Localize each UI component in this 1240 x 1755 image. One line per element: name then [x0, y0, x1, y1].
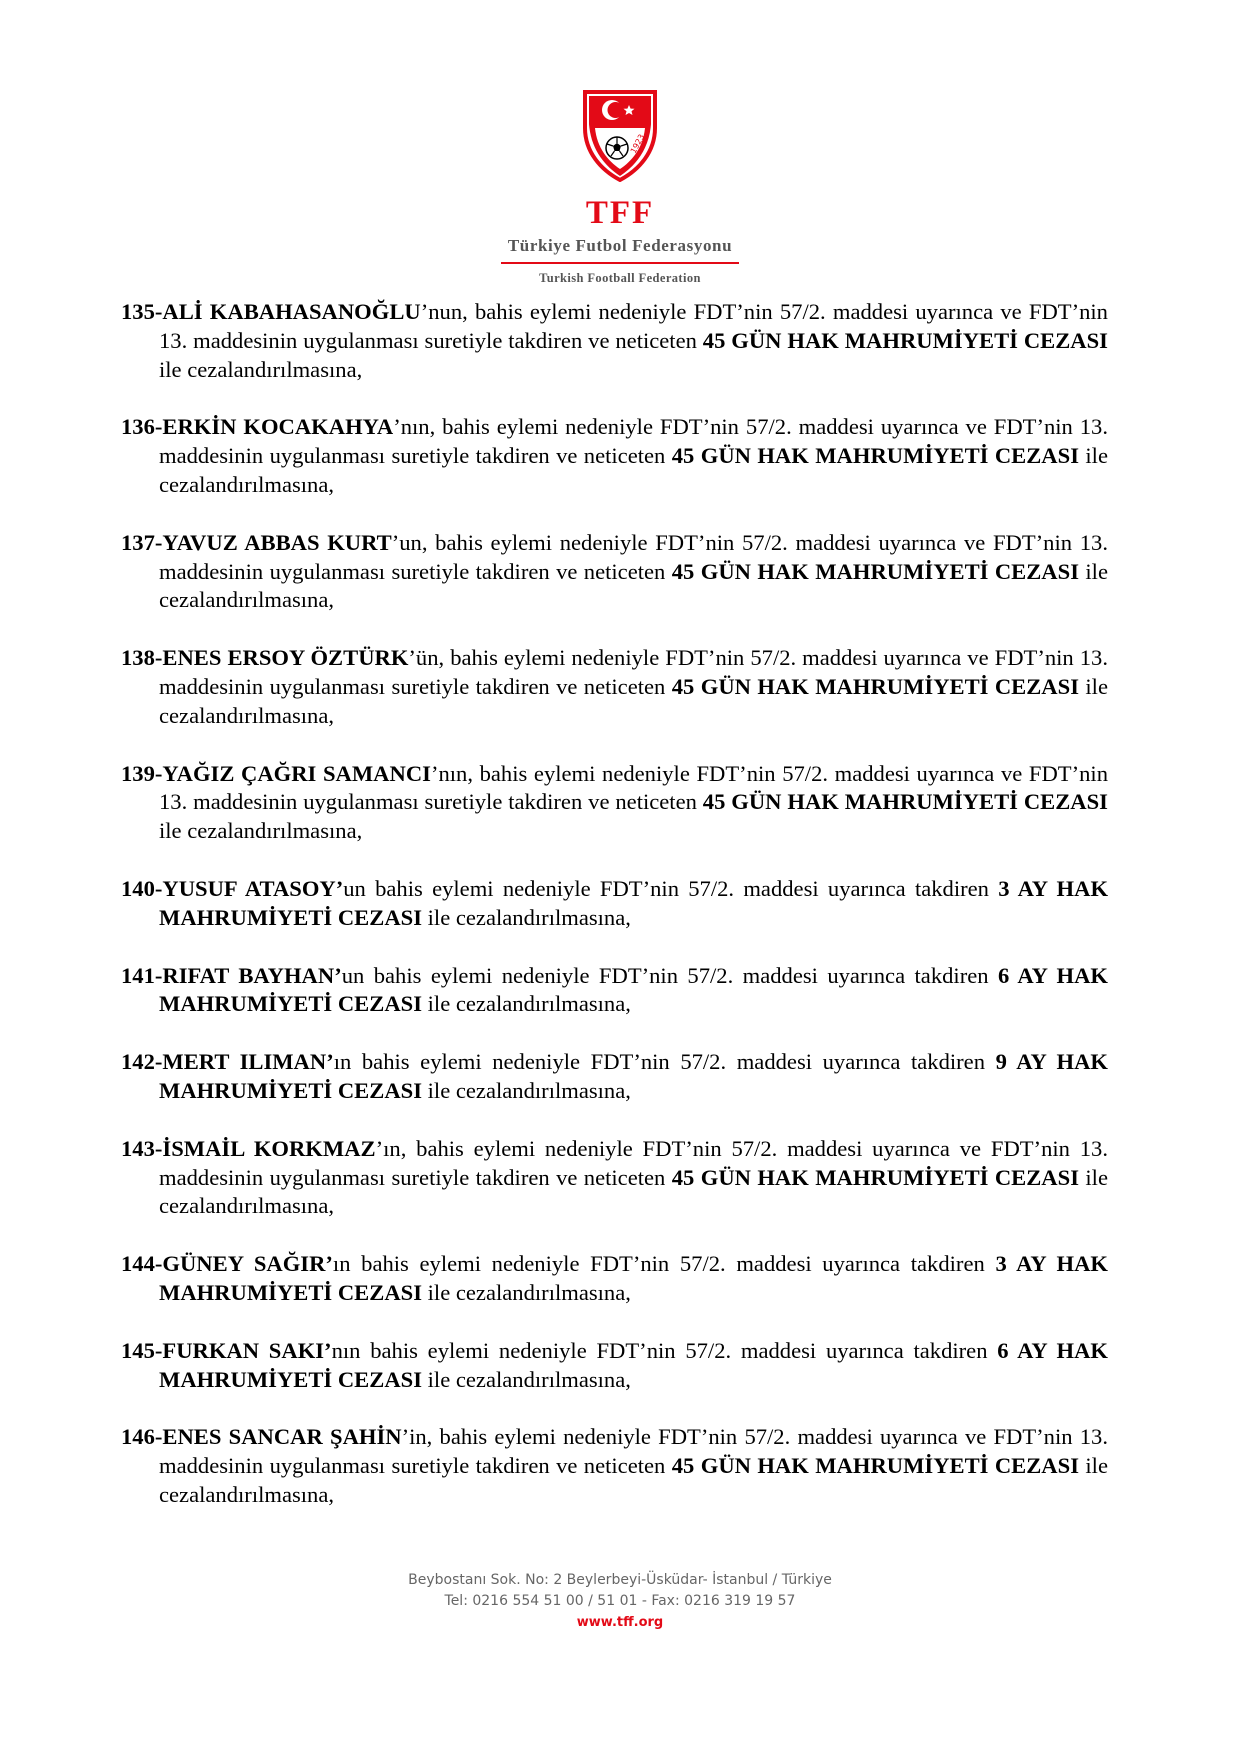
page-footer [0, 1570, 1240, 1633]
footer-address: Beybostanı Sok. No: 2 Beylerbeyi-Üsküdar- İstanbul / Türkiye [408, 1572, 832, 1588]
penalty-text: 3 AY HAK MAHRUMİYETİ CEZASI [159, 875, 1109, 930]
decision-text: ın bahis eylemi nedeniyle FDT’nin 57/2. maddesi uyarınca takdiren [333, 1049, 996, 1075]
decision-text: ’ün, bahis eylemi nedeniyle FDT’nin 57/2. maddesi uyarınca ve FDT’nin 13. maddesinin uygulanması suretiyle takdiren ve neticeten [159, 645, 1108, 699]
decision-tail: ile cezalandırılmasına, [422, 991, 631, 1017]
penalty-text: 6 AY HAK MAHRUMİYETİ CEZASI [159, 1337, 1109, 1392]
decision-tail: ile cezalandırılmasına, [159, 1164, 1108, 1219]
person-label: 136-ERKİN KOCAKAHYA [121, 414, 394, 440]
penalty-text: 45 GÜN HAK MAHRUMİYETİ CEZASI [671, 673, 1079, 699]
brand-name-turkish: Türkiye Futbol Federasyonu [507, 236, 733, 255]
decision-item [121, 529, 1108, 615]
person-label: 141-RIFAT BAYHAN’ [121, 962, 342, 988]
decision-text: ’un, bahis eylemi nedeniyle FDT’nin 57/2. maddesi uyarınca ve FDT’nin 13. maddesinin uygulanması suretiyle takdiren ve neticeten [159, 529, 1108, 584]
decision-tail: ile cezalandırılmasına, [159, 673, 1108, 728]
decision-item [121, 298, 1108, 384]
person-label: 142-MERT ILIMAN’ [121, 1049, 334, 1075]
person-label: 138-ENES ERSOY ÖZTÜRK [121, 645, 409, 671]
decision-item [121, 1337, 1108, 1395]
decision-list [121, 298, 1108, 1539]
penalty-text: 45 GÜN HAK MAHRUMİYETİ CEZASI [671, 1453, 1079, 1479]
decision-item [121, 962, 1108, 1020]
decision-text: ’nın, bahis eylemi nedeniyle FDT’nin 57/2. maddesi uyarınca ve FDT’nin 13. maddesinin uygulanması suretiyle takdiren ve neticeten [159, 760, 1108, 815]
decision-item [121, 1135, 1108, 1221]
person-label: 135-ALİ KABAHASANOĞLU [121, 299, 421, 324]
decision-tail: ile cezalandırılmasına, [422, 1366, 631, 1392]
person-label: 143-İSMAİL KORKMAZ [121, 1135, 376, 1161]
decision-text: un bahis eylemi nedeniyle FDT’nin 57/2. maddesi uyarınca takdiren [343, 875, 999, 901]
person-label: 145-FURKAN SAKI’ [121, 1337, 332, 1363]
decision-tail: ile cezalandırılmasına, [159, 443, 1108, 497]
footer-website-link[interactable]: www.tff.org [576, 1615, 664, 1630]
decision-text: ’in, bahis eylemi nedeniyle FDT’nin 57/2. maddesi uyarınca ve FDT’nin 13. maddesinin uygulanması suretiyle takdiren ve neticeten [159, 1424, 1109, 1479]
decision-tail: ile cezalandırılmasına, [422, 1279, 631, 1305]
penalty-text: 45 GÜN HAK MAHRUMİYETİ CEZASI [671, 558, 1079, 584]
penalty-text: 45 GÜN HAK MAHRUMİYETİ CEZASI [702, 327, 1108, 353]
penalty-text: 3 AY HAK MAHRUMİYETİ CEZASI [159, 1251, 1108, 1305]
decision-text: nın bahis eylemi nedeniyle FDT’nin 57/2. maddesi uyarınca takdiren [331, 1337, 998, 1363]
decision-item [121, 413, 1108, 499]
decision-text: un bahis eylemi nedeniyle FDT’nin 57/2. maddesi uyarınca takdiren [341, 962, 998, 988]
person-label: 140-YUSUF ATASOY’ [121, 875, 344, 901]
decision-tail: ile cezalandırılmasına, [422, 904, 631, 930]
tff-emblem-icon [579, 88, 661, 182]
decision-text: ’nın, bahis eylemi nedeniyle FDT’nin 57/2. maddesi uyarınca ve FDT’nin 13. maddesinin uygulanması suretiyle takdiren ve neticeten [159, 414, 1108, 469]
brand-name-english: Turkish Football Federation [539, 271, 701, 285]
decision-tail: ile cezalandırılmasına, [159, 1453, 1108, 1507]
penalty-text: 45 GÜN HAK MAHRUMİYETİ CEZASI [671, 443, 1079, 469]
decision-item [121, 644, 1108, 730]
decision-item [121, 1423, 1108, 1509]
decision-tail: ile cezalandırılmasına, [159, 356, 363, 382]
penalty-text: 6 AY HAK MAHRUMİYETİ CEZASI [159, 962, 1108, 1017]
decision-text: ’ın, bahis eylemi nedeniyle FDT’nin 57/2. maddesi uyarınca ve FDT’nin 13. maddesinin uygulanması suretiyle takdiren ve neticeten [159, 1135, 1108, 1190]
decision-tail: ile cezalandırılmasına, [422, 1077, 631, 1103]
decision-item [121, 760, 1108, 846]
decision-item [121, 1048, 1108, 1106]
letterhead [0, 88, 1240, 286]
brand-divider [501, 262, 739, 264]
decision-tail: ile cezalandırılmasına, [159, 558, 1108, 613]
footer-phone: Tel: 0216 554 51 00 / 51 01 - Fax: 0216 319 19 57 [444, 1593, 796, 1609]
brand-abbreviation: TFF [585, 195, 655, 231]
decision-item [121, 875, 1108, 933]
decision-text: ’nun, bahis eylemi nedeniyle FDT’nin 57/2. maddesi uyarınca ve FDT’nin 13. maddesinin uygulanması suretiyle takdiren ve neticeten [159, 299, 1108, 353]
person-label: 144-GÜNEY SAĞIR’ [121, 1251, 333, 1277]
decision-text: ın bahis eylemi nedeniyle FDT’nin 57/2. maddesi uyarınca takdiren [332, 1251, 996, 1277]
penalty-text: 9 AY HAK MAHRUMİYETİ CEZASI [159, 1049, 1109, 1103]
person-label: 146-ENES SANCAR ŞAHİN [121, 1424, 402, 1450]
emblem-year: 1923 [628, 132, 647, 155]
penalty-text: 45 GÜN HAK MAHRUMİYETİ CEZASI [702, 789, 1108, 815]
person-label: 139-YAĞIZ ÇAĞRI SAMANCI [121, 760, 431, 786]
penalty-text: 45 GÜN HAK MAHRUMİYETİ CEZASI [671, 1164, 1079, 1190]
football-icon [606, 137, 628, 159]
decision-item [121, 1250, 1108, 1308]
person-label: 137-YAVUZ ABBAS KURT [121, 529, 392, 555]
decision-tail: ile cezalandırılmasına, [159, 818, 363, 844]
